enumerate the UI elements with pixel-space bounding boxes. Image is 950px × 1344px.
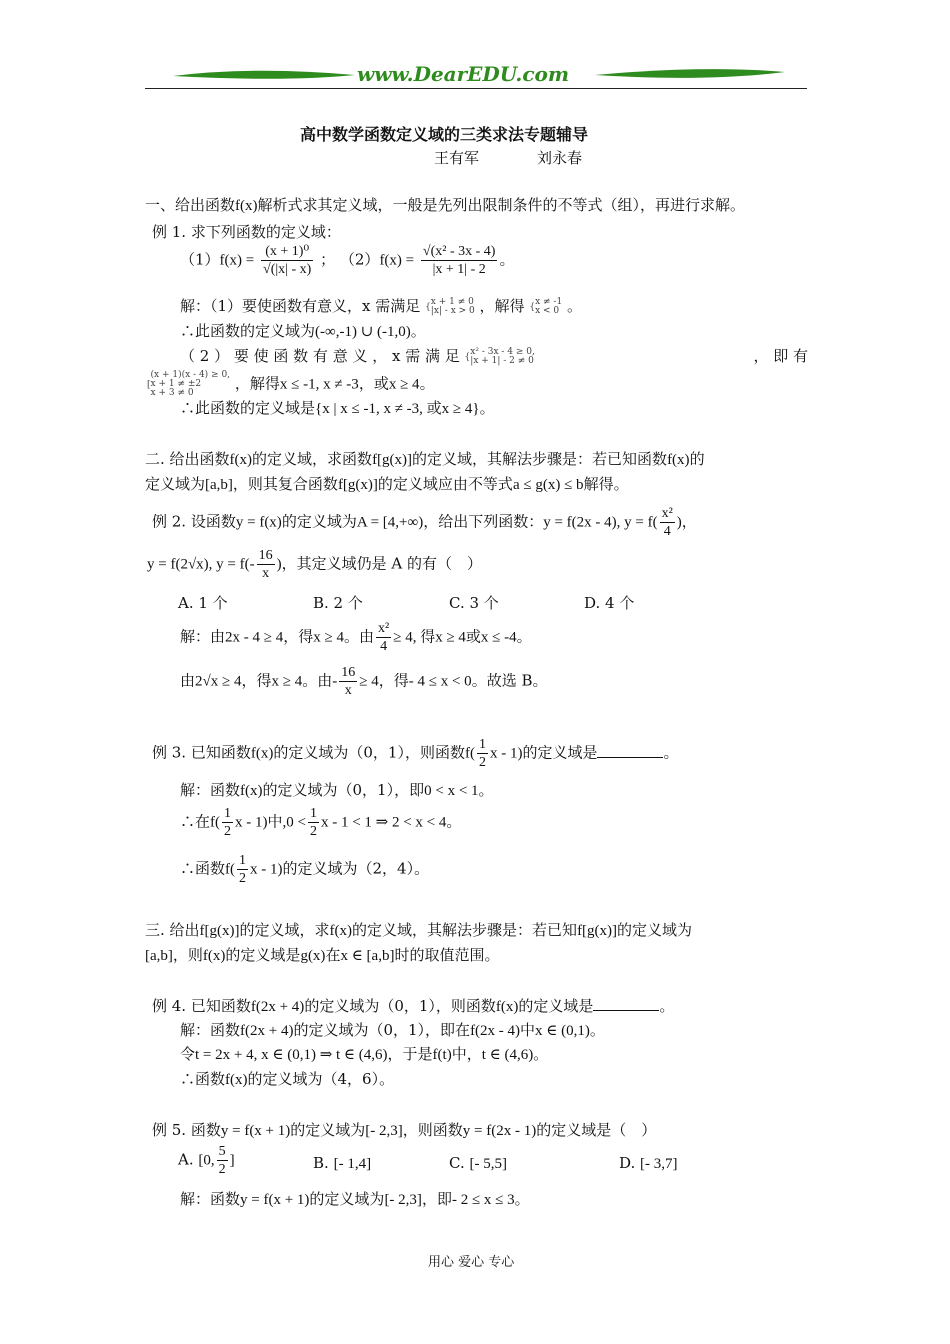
ex2-solution-2: 由2√x ≥ 4，得x ≥ 4。由- $\frac{16}{x}$ ≥ 4，得- 4 ≤ x < 0。故选 B。 — [180, 665, 548, 698]
ex1-domain-1: ∴此函数的定义域为(-∞,-1) ∪ (-1,0)。 — [180, 322, 426, 340]
ex2-question-b: y = f(2√x), y = f(- $\frac{16}{x}$ )，其定义域仍是 A 的有（ ） — [147, 548, 482, 581]
ex5-option-c: C. [- 5,5] — [449, 1154, 507, 1172]
ex5-option-a: A. [0, $\frac{5}{2}$ ] — [178, 1144, 235, 1177]
ex1-domain-2: ∴此函数的定义域是{x | x ≤ -1, x ≠ -3, 或x ≥ 4}。 — [180, 399, 495, 417]
ex5-question: 例 5. 函数y = f(x + 1)的定义域为[- 2,3]，则函数y = f(2x - 1)的定义域是（ ） — [152, 1121, 657, 1139]
ex3-question: 例 3. 已知函数f(x)的定义域为（0，1），则函数f( $\frac{1}{2}$ x - 1)的定义域是 。 — [152, 737, 679, 770]
ex3-solution-3: ∴函数f( $\frac{1}{2}$ x - 1)的定义域为（2，4）。 — [180, 853, 430, 886]
page-footer: 用心 爱心 专心 — [428, 1255, 515, 1270]
ex2-option-a: A. 1 个 — [178, 594, 228, 612]
ex1-solution-1: 解：（1）要使函数有意义，x 需满足 {x + 1 ≠ 0 |x| - x > 0 ，解得 {x ≠ -1 x < 0 。 — [180, 297, 582, 316]
page-title: 高中数学函数定义域的三类求法专题辅导 — [300, 125, 589, 144]
ex4-solution-1: 解：函数f(2x + 4)的定义域为（0，1），即在f(2x - 4)中x ∈ (0,1)。 — [180, 1021, 605, 1039]
s2-intro-2: 定义域为[a,b]，则其复合函数f[g(x)]的定义域应由不等式a ≤ g(x) ≤ b解得。 — [145, 475, 629, 493]
ex5-option-b: B. [- 1,4] — [313, 1154, 372, 1172]
ex5-solution: 解：函数y = f(x + 1)的定义域为[- 2,3]，即- 2 ≤ x ≤ 3。 — [180, 1190, 530, 1208]
ex2-option-b: B. 2 个 — [313, 594, 363, 612]
ex2-solution-1: 解：由2x - 4 ≥ 4，得x ≥ 4。由 $\frac{\text{x²}}{4}$ ≥ 4, 得x ≥ 4或x ≤ -4。 — [180, 621, 532, 654]
ex1-functions: （1）f(x) = $\frac{\text{(x + 1)⁰}}{√(|x| - x)}$ ； （2）f(x) = $\frac{\text{√(x² - 3x - 4)}}{|x + 1| - 2}$ 。 — [180, 244, 515, 277]
ex5-option-d: D. [- 3,7] — [619, 1154, 678, 1172]
s2-intro-1: 二. 给出函数f(x)的定义域，求函数f[g(x)]的定义域，其解法步骤是：若已知函数f(x)的 — [145, 450, 705, 468]
ex4-question: 例 4. 已知函数f(2x + 4)的定义域为（0，1），则函数f(x)的定义域是 。 — [152, 997, 675, 1015]
answer-blank — [597, 743, 663, 758]
ex4-solution-2: 令t = 2x + 4, x ∈ (0,1) ⇒ t ∈ (4,6)，于是f(t)中，t ∈ (4,6)。 — [180, 1045, 549, 1063]
ex1-solution-2: （ 2 ） 要 使 函 数 有 意 义 ， x 需 满 足 {x² - 3x - 4 ≥ 0, |x + 1| - 2 ≠ 0 ， 即 有 — [180, 347, 808, 366]
logo-text: www.DearEDU.com — [357, 62, 570, 86]
s3-intro-2: [a,b]，则f(x)的定义域是g(x)在x ∈ [a,b]时的取值范围。 — [145, 946, 500, 964]
ex4-solution-3: ∴函数f(x)的定义域为（4，6）。 — [180, 1070, 395, 1088]
s1-intro: 一、给出函数f(x)解析式求其定义域，一般是先列出限制条件的不等式（组），再进行求解。 — [145, 196, 746, 214]
answer-blank — [593, 996, 659, 1011]
s3-intro-1: 三. 给出f[g(x)]的定义域，求f(x)的定义域，其解法步骤是：若已知f[g(x)]的定义域为 — [145, 921, 693, 939]
ex2-option-d: D. 4 个 — [584, 594, 635, 612]
ex1-title: 例 1. 求下列函数的定义域： — [152, 223, 341, 241]
ex3-solution-2: ∴在f( $\frac{1}{2}$ x - 1)中,0 < $\frac{1}{2}$ x - 1 < 1 ⇒ 2 < x < 4。 — [180, 806, 462, 839]
ex2-question: 例 2. 设函数y = f(x)的定义域为A = [4,+∞)，给出下列函数：y = f(2x - 4), y = f( $\frac{\text{x²}}{4}$ )， — [152, 506, 697, 539]
ex2-option-c: C. 3 个 — [449, 594, 499, 612]
ex1-solution-2b: [(x + 1)(x - 4) ≥ 0, x + 1 ≠ ±2 x + 3 ≠ 0 ，解得x ≤ -1, x ≠ -3，或x ≥ 4。 — [147, 370, 435, 398]
ex3-solution-1: 解：函数f(x)的定义域为（0，1），即0 < x < 1。 — [180, 781, 494, 799]
author-2: 刘永春 — [537, 149, 583, 167]
header-rule — [145, 88, 807, 89]
author-1: 王有军 — [434, 149, 480, 167]
